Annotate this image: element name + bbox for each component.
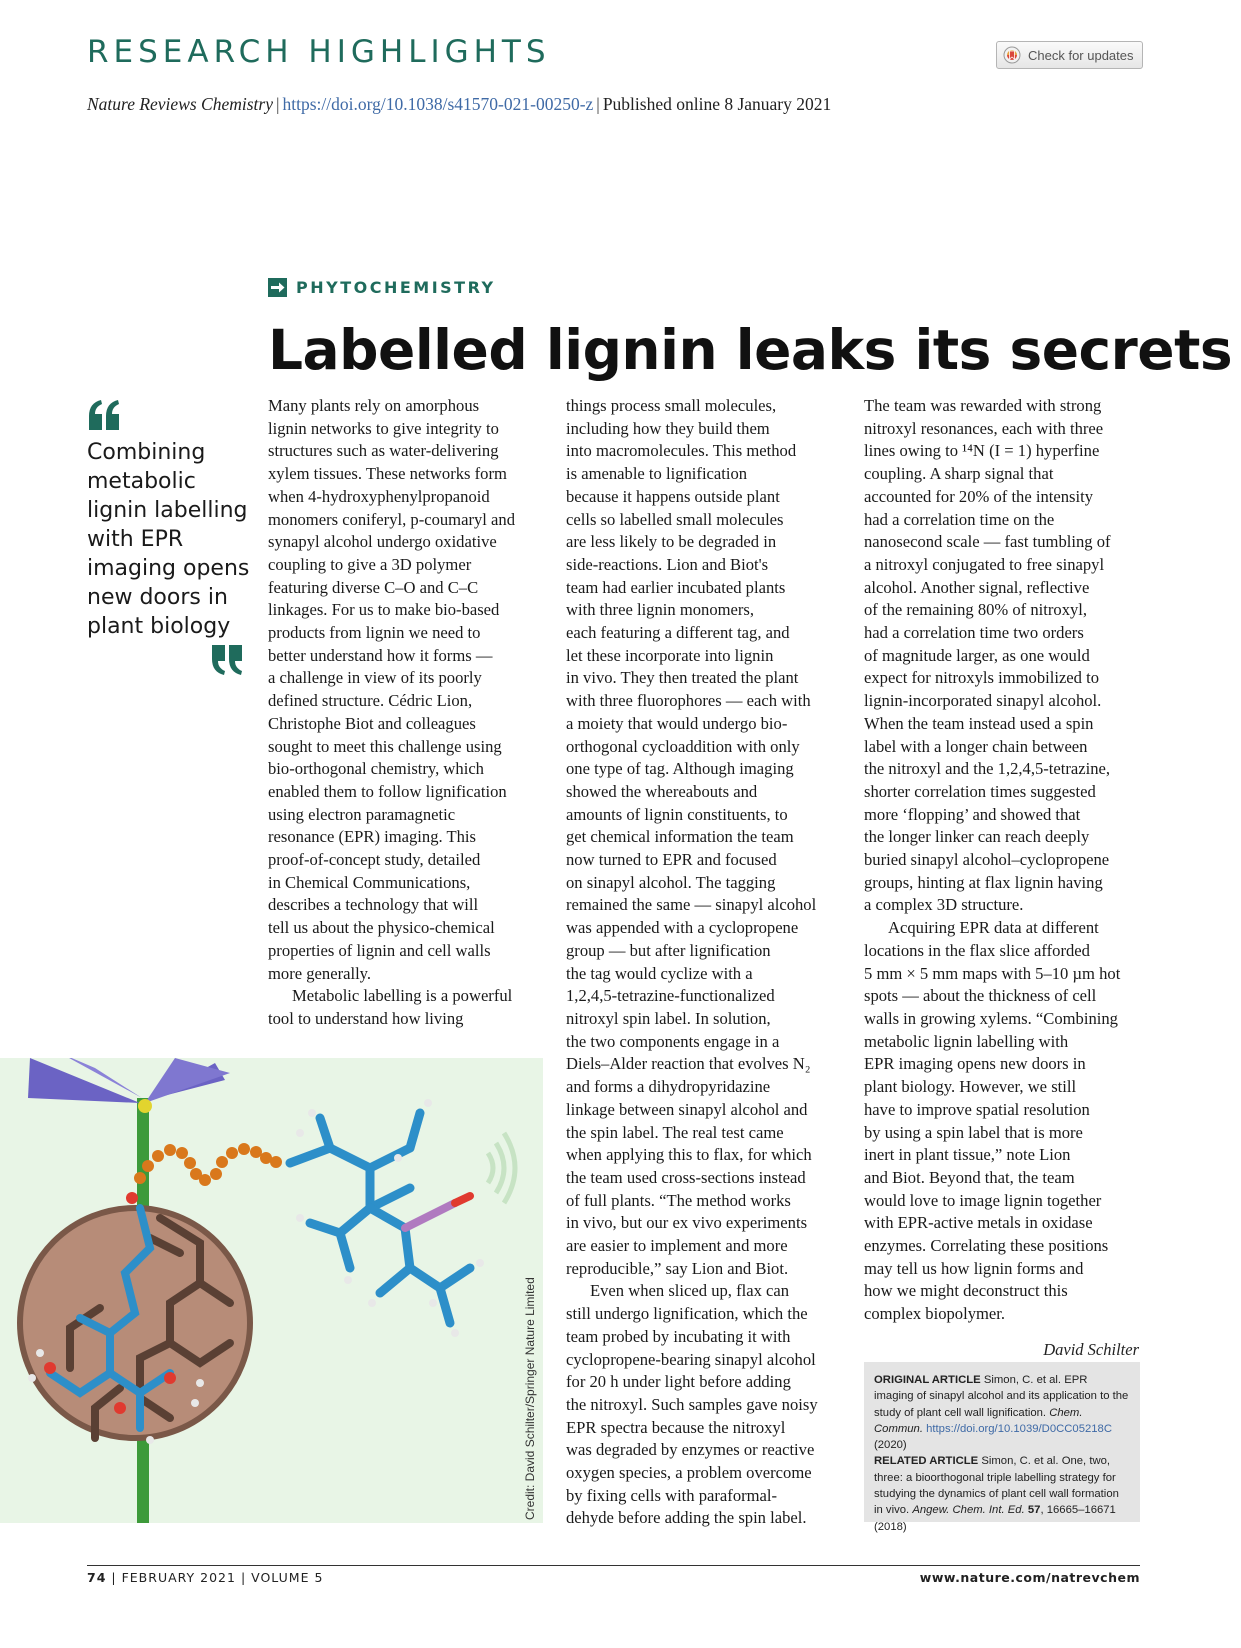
body-text-line: a challenge in view of its poorly <box>268 668 482 688</box>
body-text-line: monomers coniferyl, p-coumaryl and <box>268 509 515 529</box>
check-updates-icon <box>1003 46 1021 64</box>
footer-left <box>87 1570 323 1585</box>
body-text-line: by using a spin label that is more <box>864 1122 1083 1142</box>
footer-separator: | <box>111 1570 117 1585</box>
body-text-line: each featuring a different tag, and <box>566 623 790 643</box>
footer-separator: | <box>240 1570 247 1585</box>
body-text-line: bio-orthogonal chemistry, which <box>268 759 484 779</box>
body-text-line: Diels–Alder reaction that evolves N₂ <box>566 1054 811 1074</box>
body-text-line: plant biology. However, we still <box>864 1077 1077 1097</box>
body-text-line: was appended with a cyclopropene <box>566 918 799 938</box>
meta-separator: | <box>276 94 280 114</box>
molecule-illustration <box>0 1058 543 1523</box>
cell-circle <box>20 1208 250 1438</box>
body-text-line: Even when sliced up, flax can <box>590 1281 790 1301</box>
body-text-line: in vivo, but our ex vivo experiments <box>566 1213 808 1233</box>
spin-label-molecule <box>290 1113 470 1323</box>
related-article-pages: , 16665–16671 <box>1040 1504 1116 1517</box>
body-text-line: by fixing cells with paraformal- <box>566 1485 778 1505</box>
journal-name: Nature Reviews Chemistry <box>87 94 273 114</box>
body-text-line: the team used cross-sections instead <box>566 1167 806 1187</box>
body-text-line: in vivo. They then treated the plant <box>566 668 799 688</box>
body-text-line: team probed by incubating it with <box>566 1326 791 1346</box>
body-text-line: on sinapyl alcohol. The tagging <box>566 872 776 892</box>
molecule-figure <box>0 1058 543 1523</box>
open-quote-icon <box>87 400 121 430</box>
body-text-line: have to improve spatial resolution <box>864 1099 1090 1119</box>
body-text-line: are easier to implement and more <box>566 1236 788 1256</box>
body-text-line: Many plants rely on amorphous <box>268 396 480 415</box>
body-text-line: products from lignin we need to <box>268 623 481 643</box>
body-text-line: how we might deconstruct this <box>864 1281 1068 1301</box>
body-text-line: lignin-incorporated sinapyl alcohol. <box>864 691 1102 711</box>
related-article-label: RELATED ARTICLE <box>874 1455 979 1468</box>
pull-quote-text <box>87 438 252 641</box>
pull-quote-line: new doors in <box>87 585 228 610</box>
body-text-line: tell us about the physico-chemical <box>268 918 495 938</box>
body-text-line: describes a technology that will <box>268 895 479 915</box>
body-text-line: oxygen species, a problem overcome <box>566 1463 812 1483</box>
body-text-line: would love to image lignin together <box>864 1190 1102 1210</box>
body-text-line: synapyl alcohol undergo oxidative <box>268 532 497 552</box>
section-header: RESEARCH HIGHLIGHTS <box>87 34 551 70</box>
original-article-label: ORIGINAL ARTICLE <box>874 1374 981 1386</box>
body-text-line: buried sinapyl alcohol–cyclopropene <box>864 850 1110 870</box>
check-for-updates-button[interactable] <box>996 41 1143 69</box>
body-text-line: nanosecond scale — fast tumbling of <box>864 532 1111 552</box>
body-column-3 <box>864 395 1144 1326</box>
body-text-line: the two components engage in a <box>566 1031 780 1051</box>
body-column-2 <box>566 395 846 1530</box>
original-article-text: Simon, C. et al. EPR imaging of sinapyl alcohol and its application to the study of plant cell wall lignification. <box>874 1374 1129 1419</box>
body-text-line: Christophe Biot and colleagues <box>268 713 476 733</box>
related-article-text: Simon, C. et al. One, two, three: a bioorthogonal triple labelling strategy for studying the dynamics of plant cell wall formation in vivo. <box>874 1455 1119 1517</box>
article-title: Labelled lignin leaks its secrets <box>268 318 1233 382</box>
body-text-line: are less likely to be degraded in <box>566 532 777 552</box>
original-article-journal: Chem. Commun. <box>874 1406 1083 1435</box>
body-text-line: may tell us how lignin forms and <box>864 1258 1084 1278</box>
related-article-ref <box>874 1453 1130 1534</box>
body-text-line: of magnitude larger, as one would <box>864 645 1090 665</box>
body-text-line: structures such as water-delivering <box>268 441 499 461</box>
body-text-line: of full plants. “The method works <box>566 1190 791 1210</box>
body-text-line: metabolic lignin labelling with <box>864 1031 1069 1051</box>
body-text-line: linkages. For us to make bio-based <box>268 600 500 620</box>
body-text-line: is amenable to lignification <box>566 464 748 484</box>
body-text-line: When the team instead used a spin <box>864 713 1094 733</box>
body-text-line: for 20 h under light before adding <box>566 1372 791 1392</box>
body-text-line: group — but after lignification <box>566 940 771 960</box>
body-text-line: of the remaining 80% of nitroxyl, <box>864 600 1088 620</box>
body-text-line: the nitroxyl and the 1,2,4,5-tetrazine, <box>864 759 1111 779</box>
body-text-line: when applying this to flax, for which <box>566 1145 812 1165</box>
body-text-line: into macromolecules. This method <box>566 441 797 461</box>
body-text-line: things process small molecules, <box>566 396 777 415</box>
body-text-line: in Chemical Communications, <box>268 872 471 892</box>
body-text-line: accounted for 20% of the intensity <box>864 486 1094 506</box>
body-text-line: locations in the flax slice afforded <box>864 940 1090 960</box>
body-text-line: tool to understand how living <box>268 1008 464 1028</box>
body-text-line: had a correlation time on the <box>864 509 1055 529</box>
body-text-line: shorter correlation times suggested <box>864 781 1096 801</box>
body-text-line: lignin networks to give integrity to <box>268 418 499 438</box>
footer-site[interactable]: www.nature.com/natrevchem <box>919 1570 1140 1585</box>
body-text-line: because it happens outside plant <box>566 486 780 506</box>
body-text-line: and forms a dihydropyridazine <box>566 1077 771 1097</box>
body-text-line: nitroxyl spin label. In solution, <box>566 1008 771 1028</box>
body-text-line: Acquiring EPR data at different <box>888 918 1099 938</box>
body-column-1 <box>268 395 548 1031</box>
body-text-line: spots — about the thickness of cell <box>864 986 1097 1006</box>
body-text-line: was degraded by enzymes or reactive <box>566 1440 815 1460</box>
body-text-line: sought to meet this challenge using <box>268 736 502 756</box>
body-text-line: proof-of-concept study, detailed <box>268 850 481 870</box>
body-text-line: complex biopolymer. <box>864 1304 1006 1324</box>
body-text-line: get chemical information the team <box>566 827 794 847</box>
body-text-line: had a correlation time two orders <box>864 623 1084 643</box>
body-text-line: better understand how it forms — <box>268 645 493 665</box>
body-text-line: dehyde before adding the spin label. <box>566 1508 807 1528</box>
body-text-line: with EPR-active metals in oxidase <box>864 1213 1093 1233</box>
body-text-line: when 4-hydroxyphenylpropanoid <box>268 486 490 506</box>
body-text-line: using electron paramagnetic <box>268 804 456 824</box>
pull-quote <box>87 400 252 641</box>
nitroxyl-bond <box>405 1203 455 1228</box>
body-text-line: the spin label. The real test came <box>566 1122 784 1142</box>
body-text-line: still undergo lignification, which the <box>566 1304 808 1324</box>
original-article-ref <box>874 1372 1130 1453</box>
page-number: 74 <box>87 1570 107 1585</box>
body-text-line: resonance (EPR) imaging. This <box>268 827 476 847</box>
body-text-line: featuring diverse C–O and C–C <box>268 577 479 597</box>
body-text-line: EPR spectra because the nitroxyl <box>566 1417 786 1437</box>
epr-signal-waves <box>488 1133 515 1203</box>
linker-chain <box>134 1143 282 1186</box>
body-text-line: more generally. <box>268 963 372 983</box>
body-text-line: with three lignin monomers, <box>566 600 755 620</box>
pull-quote-line: metabolic <box>87 469 196 494</box>
footer-issue: FEBRUARY 2021 <box>121 1570 236 1585</box>
body-text-line: with three fluorophores — each with <box>566 691 811 711</box>
figure-credit: Credit: David Schilter/Springer Nature Limited <box>523 1277 537 1520</box>
body-text-line: groups, hinting at flax lignin having <box>864 872 1103 892</box>
body-text-line: the tag would cyclize with a <box>566 963 753 983</box>
pull-quote-line: Combining <box>87 440 206 465</box>
related-article-year: (2018) <box>874 1520 907 1533</box>
body-text-line: one type of tag. Although imaging <box>566 759 794 779</box>
body-text-line: remained the same — sinapyl alcohol <box>566 895 817 915</box>
body-text-line: a nitroxyl conjugated to free sinapyl <box>864 554 1105 574</box>
body-text-line: defined structure. Cédric Lion, <box>268 691 473 711</box>
body-text-line: EPR imaging opens new doors in <box>864 1054 1086 1074</box>
body-text-line: team had earlier incubated plants <box>566 577 786 597</box>
body-text-line: 1,2,4,5-tetrazine-functionalized <box>566 986 775 1006</box>
body-text-line: more ‘flopping’ and showed that <box>864 804 1081 824</box>
body-text-line: 5 mm × 5 mm maps with 5–10 µm hot <box>864 963 1121 983</box>
check-updates-label: Check for updates <box>1028 47 1134 63</box>
body-text-line: side-reactions. Lion and Biot's <box>566 554 769 574</box>
body-text-line: a moiety that would undergo bio- <box>566 713 788 733</box>
body-text-line: xylem tissues. These networks form <box>268 464 507 484</box>
body-text-line: enabled them to follow lignification <box>268 781 507 801</box>
body-text-line: properties of lignin and cell walls <box>268 940 491 960</box>
body-text-line: linkage between sinapyl alcohol and <box>566 1099 808 1119</box>
body-text-line: the nitroxyl. Such samples gave noisy <box>566 1394 818 1414</box>
body-text-line: reproducible,” say Lion and Biot. <box>566 1258 789 1278</box>
body-text-line: walls in growing xylems. “Combining <box>864 1008 1118 1028</box>
body-text-line: cyclopropene-bearing sinapyl alcohol <box>566 1349 816 1369</box>
meta-line <box>87 94 831 115</box>
related-article-journal: Angew. Chem. Int. Ed. <box>912 1504 1025 1517</box>
body-text-line: lines owing to ¹⁴N (I = 1) hyperfine <box>864 441 1100 461</box>
original-article-year: (2020) <box>874 1439 907 1452</box>
doi-link[interactable]: https://doi.org/10.1038/s41570-021-00250-z <box>282 94 594 114</box>
body-text-line: cells so labelled small molecules <box>566 509 784 529</box>
kicker-label: PHYTOCHEMISTRY <box>296 278 496 297</box>
published-date: Published online 8 January 2021 <box>602 94 832 114</box>
arrow-box-icon <box>268 278 287 297</box>
kicker <box>268 278 496 297</box>
body-text-line: let these incorporate into lignin <box>566 645 774 665</box>
pull-quote-line: plant biology <box>87 614 231 639</box>
body-text-line: alcohol. Another signal, reflective <box>864 577 1090 597</box>
pull-quote-line: with EPR <box>87 527 184 552</box>
body-text-line: and Biot. Beyond that, the team <box>864 1167 1075 1187</box>
footer-rule <box>87 1565 1140 1566</box>
footer-volume: VOLUME 5 <box>251 1570 324 1585</box>
body-text-line: showed the whereabouts and <box>566 781 758 801</box>
body-text-line: nitroxyl resonances, each with three <box>864 418 1104 438</box>
close-quote-icon <box>210 645 244 675</box>
body-text-line: the longer linker can reach deeply <box>864 827 1090 847</box>
body-text-line: now turned to EPR and focused <box>566 850 777 870</box>
body-text-line: inert in plant tissue,” note Lion <box>864 1145 1071 1165</box>
body-text-line: The team was rewarded with strong <box>864 396 1102 415</box>
body-text-line: enzymes. Correlating these positions <box>864 1236 1109 1256</box>
body-text-line: amounts of lignin constituents, to <box>566 804 788 824</box>
body-text-line: coupling. A sharp signal that <box>864 464 1054 484</box>
body-text-line: coupling to give a 3D polymer <box>268 554 472 574</box>
pull-quote-line: imaging opens <box>87 556 250 581</box>
body-text-line: expect for nitroxyls immobilized to <box>864 668 1100 688</box>
body-text-line: orthogonal cycloaddition with only <box>566 736 800 756</box>
references-box <box>864 1362 1140 1533</box>
nitroxyl-oxygen <box>455 1196 470 1203</box>
related-article-volume: 57 <box>1027 1504 1041 1517</box>
meta-separator: | <box>596 94 600 114</box>
body-text-line: Metabolic labelling is a powerful <box>292 986 513 1006</box>
author-signature: David Schilter <box>1043 1340 1139 1359</box>
body-text-line: label with a longer chain between <box>864 736 1088 756</box>
body-text-line: a complex 3D structure. <box>864 895 1024 915</box>
original-article-doi[interactable]: https://doi.org/10.1039/D0CC05218C <box>926 1422 1113 1435</box>
flower-center <box>138 1099 152 1113</box>
body-text-line: including how they build them <box>566 418 770 438</box>
pull-quote-line: lignin labelling <box>87 498 248 523</box>
